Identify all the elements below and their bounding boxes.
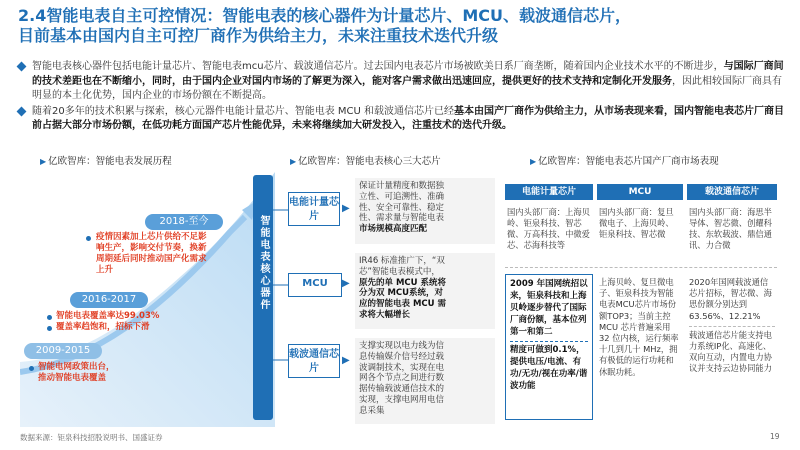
timeline-text-2018: 疫情因素加上芯片供给不足影 响生产，影响交付节奏，换新 周期延后同时推动国产化需求 上升 xyxy=(96,232,207,275)
chip-desc-mcu: IR46 标准推广下，“双 芯”智能电表模式中， 原先的单 MCU 系统将 分为双 MCU系统，对 应的智能电表 MCU 需 求将大幅增长 xyxy=(355,253,495,329)
table-cell-mcu-vendors: 国内头部厂商：复旦微电子、上海贝岭、钜泉科技、智芯微 xyxy=(599,207,674,239)
bullet-dot-icon xyxy=(47,326,52,331)
timeline-year-2018: 2018-至今 xyxy=(145,214,223,230)
chevron-right-icon: ▶ xyxy=(530,157,537,166)
diamond-bullet-icon xyxy=(17,62,27,72)
table-cell-mcu-share: 上海贝岭、复旦微电子、钜泉科技为智能电表MCU芯片市场份额TOP3；当前主控 MCU 芯片普遍采用 32 位内核，运行频率十几到几十 MHz，拥有极低的运行功耗和休眠功耗。 xyxy=(599,277,679,377)
chip-desc-carrier: 支撑实现以电力线为信 息传输媒介信号经过载 波调制技术，实现在电 网各个节点之间进行数 据传输载波通信技术的 实现，支撑电网用电信 息采集 xyxy=(355,338,495,424)
bullet-1 xyxy=(18,60,784,104)
diamond-bullet-icon xyxy=(17,106,27,116)
table-cell-metering-share: 2009 年国网统招以来，钜泉科技和上海贝岭逐步替代了国际厂商份额，基本位列第一和第二 精度可做到0.1%，提供电压/电流、有功/无功/视在功率/谐波功能 xyxy=(505,274,593,420)
table-cell-carrier-vendors: 国内头部厂商：海思半导体、智芯微、创耀科技、东软载波、鼎信通讯、力合微 xyxy=(689,207,772,250)
chip-label-mcu: MCU xyxy=(288,273,342,297)
right-section-title: ▶ 亿欧智库：智能电表芯片国产厂商市场表现 xyxy=(530,156,719,167)
left-section-title: ▶ 亿欧智库：智能电表发展历程 xyxy=(40,156,172,167)
arrow-right-icon: ▶ xyxy=(342,203,350,214)
core-components-label: 智能电表核心器件 xyxy=(253,175,273,420)
footer-source: 数据来源：钜泉科技招股说明书、国盛证券 xyxy=(20,433,163,442)
title-line-1: 2.4智能电表自主可控情况：智能电表的核心器件为计量芯片、MCU、载波通信芯片， xyxy=(18,6,632,25)
bullet-2-bold-text: 基本由国产厂商作为供给主力，从市场表现来看，国内智能电表芯片厂商目前占据大部分市场份额，在低功耗方面国产芯片性能优异，未来将继续加大研发投入，注重技术的迭代升级。 xyxy=(32,105,785,131)
bullet-1-text: 智能电表核心器件包括电能计量芯片、智能电表mcu芯片、载波通信芯片。过去国内电表芯片市场被欧美日系厂商垄断，随着国内企业技术水平的不断进步， xyxy=(32,61,724,72)
table-header-mcu: MCU xyxy=(597,184,683,200)
table-header-metering: 电能计量芯片 xyxy=(505,184,593,200)
arrow-right-icon: ▶ xyxy=(342,355,350,366)
timeline-year-2009: 2009-2015 xyxy=(24,343,102,359)
bullet-dot-icon xyxy=(29,366,34,371)
timeline-text-2016: 智能电表覆盖率达99.03% 覆盖率趋饱和，招标下滑 xyxy=(56,311,160,332)
chip-label-carrier: 载波通信芯片 xyxy=(288,344,340,378)
arrow-right-icon: ▶ xyxy=(342,278,350,289)
table-cell-carrier-share: 2020年国网载波通信芯片招标，智芯微、海思份额分别达到63.56%、12.21% 载波通信芯片能支持电力系统IP化、高速化、双向互动，内置电力协议并支持云边协同能力 xyxy=(689,277,775,375)
bullet-list xyxy=(18,60,784,135)
page-title xyxy=(18,6,788,46)
chevron-right-icon: ▶ xyxy=(40,157,47,166)
middle-section-title: ▶ 亿欧智库：智能电表核心三大芯片 xyxy=(290,156,441,167)
bullet-dot-icon xyxy=(47,315,52,320)
bullet-2 xyxy=(18,105,784,134)
table-header-carrier: 载波通信芯片 xyxy=(687,184,777,200)
timeline-year-2016: 2016-2017 xyxy=(70,292,148,308)
bullet-1-text-end: ，因此相较国际厂商具有明显的本土化优势，国内企业的市场份额在不断提高。 xyxy=(32,75,782,101)
bullet-1-bold-text: 与国际厂商间的技术差距也在不断缩小，同时，由于国内企业对国内市场的了解更为深入，能对客户需求做出迅速回应，提供更好的技术支持和定制化开发服务 xyxy=(32,61,784,87)
chip-label-metering: 电能计量芯片 xyxy=(288,192,340,226)
page-number: 19 xyxy=(770,432,780,441)
title-line-2: 目前基本由国内自主可控厂商作为供给主力，未来注重技术迭代升级 xyxy=(18,26,499,45)
chevron-right-icon: ▶ xyxy=(290,157,297,166)
bullet-2-text: 随着20多年的技术积累与探索，核心元器件电能计量芯片、智能电表 MCU 和载波通信芯片已经 xyxy=(32,105,455,117)
row-divider xyxy=(505,267,777,268)
timeline-text-2009: 智能电网政策出台， 推动智能电表覆盖 xyxy=(38,362,115,383)
chip-desc-metering: 保证计量精度和数据独 立性、可追溯性、准确 性、安全可靠性、稳定 性、需求量与智能电表 市场规模高度匹配 xyxy=(355,178,495,244)
table-cell-metering-vendors: 国内头部厂商：上海贝岭、钜泉科技、智芯微、万高科技、中微爱芯、芯海科技等 xyxy=(507,207,590,250)
bullet-dot-icon xyxy=(86,236,91,241)
